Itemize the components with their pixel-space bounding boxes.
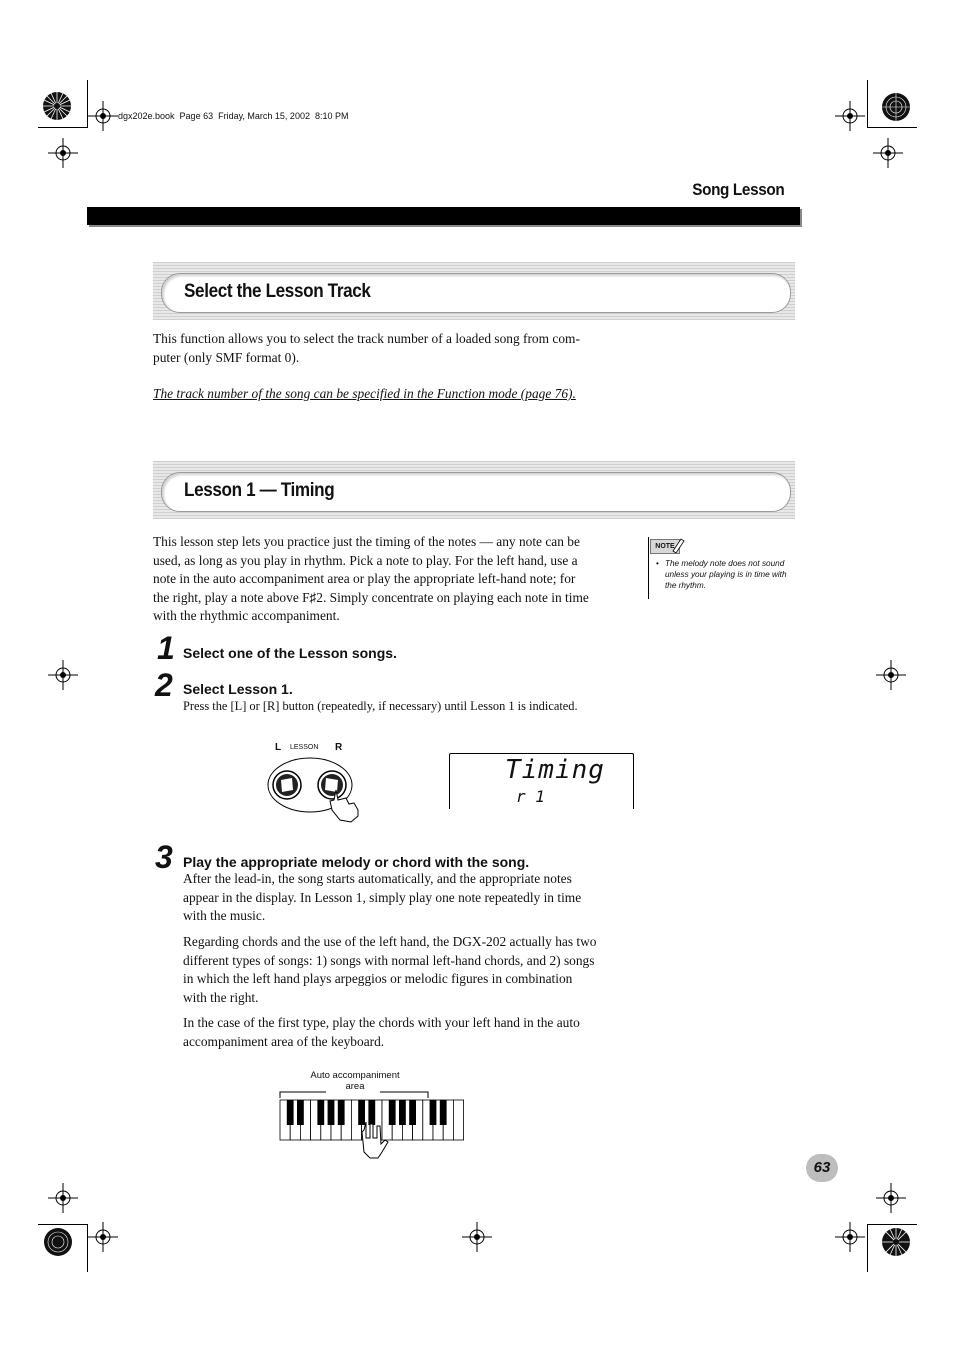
step-heading: Select Lesson 1. (183, 681, 293, 697)
page-number-badge (806, 1154, 838, 1182)
section-banner (153, 461, 795, 519)
crosshair-icon (835, 1222, 865, 1252)
step3-paragraph-3: In the case of the first type, play the chords with your left hand in the auto accompaniment area of the keyboard. (183, 1015, 580, 1049)
black-key (399, 1100, 406, 1125)
black-key (430, 1100, 437, 1125)
step3-paragraph-1: After the lead-in, the song starts automatically, and the appropriate notes appear in the display. In Lesson 1, simply play one note repeatedly in time with the music. (183, 871, 582, 923)
section2-intro: This lesson step lets you practice just the timing of the notes — any note can be used, as long as you play in rhythm. Pick a note to play. For the left hand, use a note in the auto accompaniment area or play the appropriate left-hand note; for the right, play a note above F♯2. Simply concentrate on playing each note in time with the rhythmic accompaniment. (153, 534, 589, 623)
header-rule (87, 207, 800, 225)
black-key (368, 1100, 375, 1125)
white-key (453, 1100, 463, 1140)
black-key (287, 1100, 294, 1125)
crosshair-icon (462, 1222, 492, 1252)
lcd-line-1: Timing (505, 755, 605, 785)
page-number: 63 (813, 1159, 831, 1176)
section-banner (153, 262, 795, 320)
black-key (389, 1100, 396, 1125)
lesson-left-label: L (275, 742, 282, 753)
section1-paragraph: This function allows you to select the track number of a loaded song from com- puter (only SMF format 0). (153, 331, 580, 365)
keyboard-label: Auto accompaniment area (310, 1070, 400, 1092)
black-key (328, 1100, 335, 1125)
step-text: Press the [L] or [R] button (repeatedly, if necessary) until Lesson 1 is indicated. (183, 699, 578, 713)
step-heading: Play the appropriate melody or chord with the song. (183, 854, 530, 870)
black-key (440, 1100, 447, 1125)
lesson-label: LESSON (290, 744, 319, 751)
crosshair-icon (88, 1222, 118, 1252)
lesson-r-button[interactable] (318, 771, 346, 799)
step-number: 2 (155, 667, 173, 703)
note-box: NOTE • The melody note does not sound unless your playing is in time with the rhythm. (648, 537, 809, 599)
lesson-right-label: R (335, 742, 343, 753)
lesson-buttons-illustration (266, 740, 366, 825)
function-mode-reference-link[interactable]: The track number of the song can be specified in the Function mode (page 76). (153, 386, 576, 401)
lcd-line-2: r 1 (516, 787, 545, 806)
registration-target-icon (880, 91, 912, 123)
print-info: dgx202e.book Page 63 Friday, March 15, 2002 8:10 PM (118, 111, 349, 121)
note-pencil-icon (671, 537, 685, 553)
registration-target-icon (880, 1226, 912, 1258)
black-key (409, 1100, 416, 1125)
step-number: 3 (155, 839, 173, 875)
lcd-display (449, 753, 634, 809)
black-key (317, 1100, 324, 1125)
step3-paragraph-2: Regarding chords and the use of the left hand, the DGX-202 actually has two different types of songs: 1) songs with normal left-hand chords, and 2) songs in which the left hand plays arpeggios or melodic figures in combination with the right. (183, 934, 597, 1005)
black-key (358, 1100, 365, 1125)
section-title: Select the Lesson Track (184, 281, 371, 302)
section-title: Lesson 1 — Timing (184, 480, 335, 501)
step-number: 1 (157, 630, 175, 666)
page-header-title: Song Lesson (691, 180, 784, 199)
black-key (338, 1100, 345, 1125)
crosshair-icon (876, 1183, 906, 1213)
crosshair-icon (48, 1183, 78, 1213)
lesson-l-button[interactable] (273, 771, 301, 799)
black-key (297, 1100, 304, 1125)
registration-target-icon (41, 90, 73, 122)
crosshair-icon (88, 101, 118, 131)
crosshair-icon (48, 138, 78, 168)
step-heading: Select one of the Lesson songs. (183, 645, 397, 661)
crosshair-icon (876, 660, 906, 690)
registration-target-icon (42, 1226, 74, 1258)
crosshair-icon (873, 138, 903, 168)
note-label-tag: NOTE (650, 539, 680, 554)
keyboard-illustration (278, 1086, 468, 1162)
note-bullet: • (656, 559, 659, 568)
crosshair-icon (48, 660, 78, 690)
crosshair-icon (835, 101, 865, 131)
